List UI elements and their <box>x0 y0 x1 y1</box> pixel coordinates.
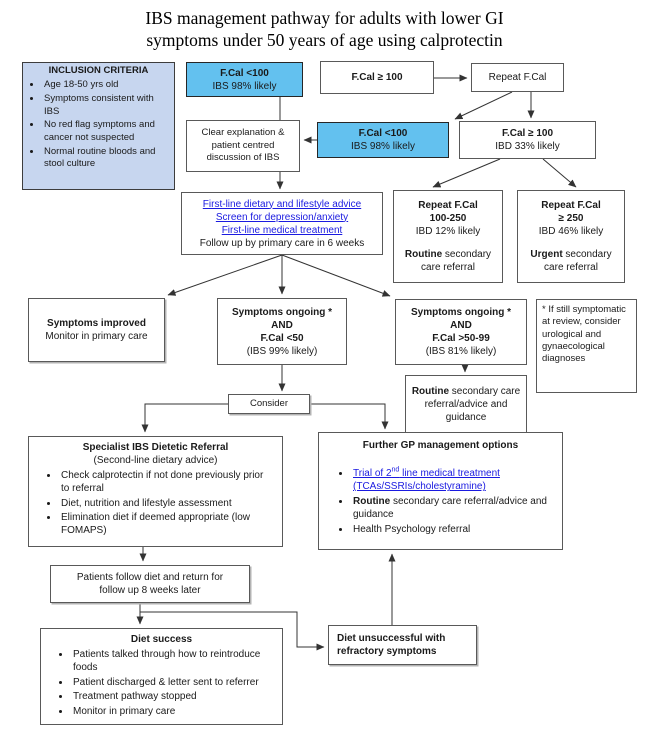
node-label: follow up 8 weeks later <box>99 585 201 596</box>
node-label: Symptoms ongoing * <box>232 306 332 318</box>
node-routine-advice <box>405 375 527 433</box>
list-item: • Symptoms consistent with IBS <box>42 93 170 118</box>
node-sublabel: IBD 12% likely <box>415 226 481 237</box>
node-clear-explanation <box>186 120 300 172</box>
node-symptoms-ongoing-50-99 <box>395 299 527 365</box>
first-line-dietary-link[interactable]: First-line dietary and lifestyle advice <box>202 198 362 210</box>
node-sublabel: (IBS 81% likely) <box>425 346 497 357</box>
first-line-medical-link[interactable]: First-line medical treatment <box>221 224 343 236</box>
list-item: • No red flag symptoms and cancer not suspected <box>42 119 170 144</box>
list-item: • Normal routine bloods and stool culture <box>42 146 170 171</box>
node-fcal-lt100-top <box>186 62 303 97</box>
list-item: • Treatment pathway stopped <box>71 690 274 703</box>
node-sublabel: Monitor in primary care <box>45 331 148 342</box>
node-patients-follow-diet <box>50 565 250 603</box>
inclusion-criteria-box <box>22 62 175 190</box>
node-sublabel: IBD 33% likely <box>495 141 560 152</box>
footnote-box <box>536 299 637 393</box>
node-label: Repeat F.Cal <box>418 200 478 211</box>
node-label: F.Cal ≥ 100 <box>351 72 403 83</box>
node-label: Symptoms ongoing * <box>411 307 511 318</box>
node-repeat-100-250 <box>393 190 503 283</box>
node-label: Symptoms improved <box>47 318 146 329</box>
node-referral-text: Urgent secondary care referral <box>530 249 612 273</box>
node-subtitle: (Second-line dietary advice) <box>93 455 218 466</box>
node-label: F.Cal <50 <box>260 332 304 344</box>
node-first-line-advice <box>181 192 383 255</box>
list-item: • Routine secondary care referral/advice and guidance <box>351 495 554 521</box>
node-label: Repeat F.Cal <box>541 200 601 211</box>
node-label: 100-250 <box>429 213 467 224</box>
node-label: F.Cal <100 <box>358 128 408 139</box>
node-label: Follow up by primary care in 6 weeks <box>199 237 365 249</box>
node-label: AND <box>271 319 293 331</box>
list-item <box>351 466 554 493</box>
node-fcal-ge100-top <box>320 61 434 94</box>
inclusion-criteria-title: INCLUSION CRITERIA <box>48 65 149 76</box>
list-item: • Elimination diet if deemed appropriate (low FOMAPS) <box>59 511 274 537</box>
diet-success-list <box>49 648 274 719</box>
node-consider <box>228 394 310 414</box>
spacer <box>522 238 620 248</box>
node-label: Patients follow diet and return for <box>76 572 224 583</box>
node-symptoms-ongoing-lt50 <box>217 298 347 365</box>
node-symptoms-improved <box>28 298 165 362</box>
footnote-text: * If still symptomatic at review, consider urological and gynaecological diagnoses <box>542 304 626 365</box>
node-sublabel: IBD 46% likely <box>538 226 604 237</box>
node-title: Specialist IBS Dietetic Referral <box>82 442 229 453</box>
list-item: • Diet, nutrition and lifestyle assessment <box>59 497 274 510</box>
node-repeat-fcal <box>471 63 564 92</box>
node-further-gp-options <box>318 432 563 550</box>
list-item: • Patients talked through how to reintroduce foods <box>71 648 274 674</box>
list-item: • Age 18-50 yrs old <box>42 79 170 91</box>
node-label: discussion of IBS <box>206 152 280 164</box>
node-fcal-ge100-second <box>459 121 596 159</box>
node-referral-text: Routine secondary care referral/advice and guidance <box>411 385 521 423</box>
node-label: refractory symptoms <box>337 646 437 657</box>
node-title: Diet success <box>130 634 193 645</box>
node-sublabel: IBS 98% likely <box>212 80 277 92</box>
node-label: Consider <box>249 397 289 409</box>
node-label: ≥ 250 <box>558 213 584 224</box>
node-referral-text: Routine secondary care referral <box>404 249 492 273</box>
screen-depression-link[interactable]: Screen for depression/anxiety <box>215 211 349 223</box>
list-item: • Monitor in primary care <box>71 705 274 718</box>
node-label: AND <box>450 320 472 331</box>
node-specialist-dietetic-referral <box>28 436 283 547</box>
node-diet-unsuccessful <box>328 625 477 665</box>
node-label: Clear explanation & <box>201 127 285 139</box>
page-title <box>0 8 649 52</box>
specialist-list <box>37 469 274 539</box>
node-label: patient centred <box>211 139 275 151</box>
node-label: F.Cal ≥ 100 <box>501 128 554 139</box>
list-item: • Check calprotectin if not done previously prior to referral <box>59 469 274 495</box>
node-label: Diet unsuccessful with <box>337 633 446 644</box>
node-repeat-ge250 <box>517 190 625 283</box>
node-title: Further GP management options <box>362 440 519 451</box>
node-label: F.Cal >50-99 <box>432 333 490 344</box>
page-title-line2: symptoms under 50 years of age using calprotectin <box>146 29 503 50</box>
second-line-treatment-link[interactable]: Trial of 2nd line medical treatment (TCAs/SSRIs/cholestyramine) <box>353 467 500 493</box>
further-gp-list <box>327 466 554 538</box>
spacer <box>398 238 498 248</box>
node-sublabel: (IBS 99% likely) <box>246 345 318 357</box>
node-label: F.Cal <100 <box>220 67 269 79</box>
node-diet-success <box>40 628 283 725</box>
node-sublabel: IBS 98% likely <box>351 141 415 152</box>
list-item: • Health Psychology referral <box>351 523 554 536</box>
node-label: Repeat F.Cal <box>488 72 547 83</box>
node-fcal-lt100-second <box>317 122 449 158</box>
inclusion-criteria-list <box>27 79 170 171</box>
list-item: • Patient discharged & letter sent to referrer <box>71 676 274 689</box>
page-title-line1: IBS management pathway for adults with lower GI <box>145 8 504 28</box>
